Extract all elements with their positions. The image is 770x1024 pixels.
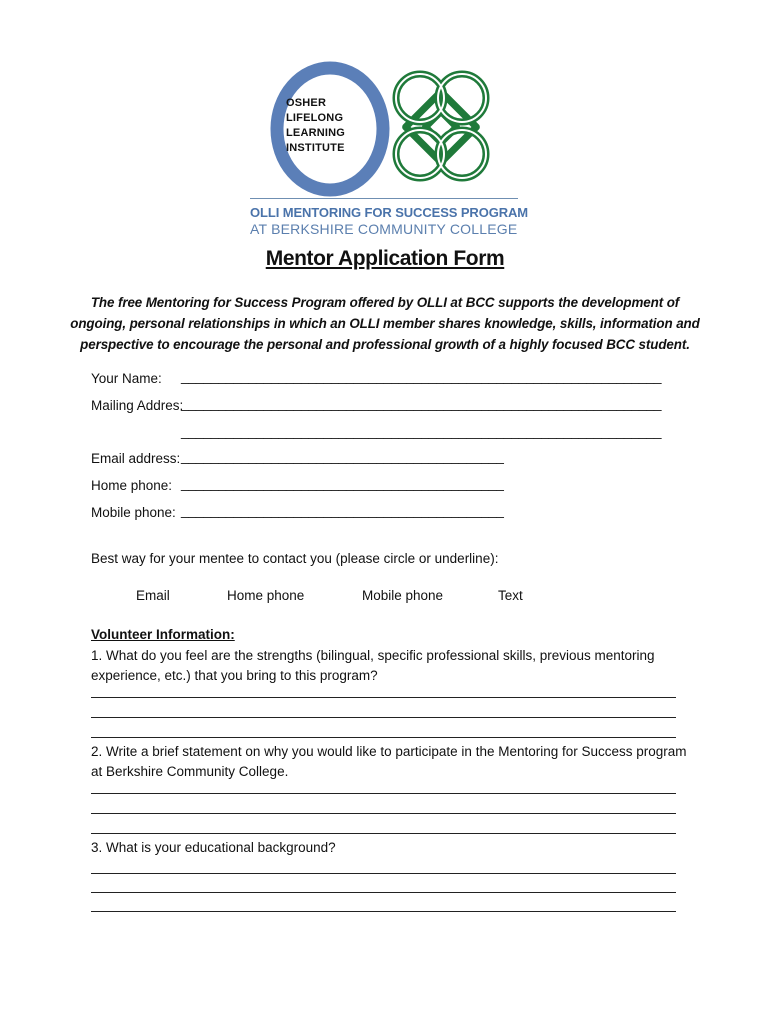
email-label: Email address: [91, 451, 181, 466]
answer-3-line-1[interactable] [91, 873, 676, 874]
answer-3-line-2[interactable] [91, 892, 676, 893]
mobile-phone-field[interactable]: ___________________________________________ [181, 503, 504, 518]
address-field-line-2[interactable]: ________________________________________________________________ [181, 424, 662, 439]
logo-line-lifelong: LIFELONG [286, 112, 344, 124]
address-field-line-1[interactable]: ________________________________________________________________ [181, 396, 662, 411]
name-field[interactable]: ________________________________________________________________ [181, 369, 662, 384]
email-field[interactable]: ___________________________________________ [181, 449, 504, 464]
address-label: Mailing Addres: [91, 398, 184, 413]
question-2: 2. Write a brief statement on why you would like to participate in the Mentoring for Success program at Berkshire Community College. [91, 744, 687, 779]
celtic-knot-icon [396, 74, 486, 178]
intro-paragraph: The free Mentoring for Success Program offered by OLLI at BCC supports the development of ongoing, personal relationships in which an OLLI member shares knowledge, skills, information and perspective to encourage the personal and professional growth of a highly focused BCC student. [70, 295, 700, 352]
contact-option-text[interactable]: Text [498, 588, 523, 603]
program-name: OLLI MENTORING FOR SUCCESS PROGRAM [250, 205, 529, 220]
college-name: AT BERKSHIRE COMMUNITY COLLEGE [250, 221, 518, 237]
logo-divider [250, 198, 518, 199]
olli-logo [248, 62, 529, 242]
answer-3-line-3[interactable] [91, 911, 676, 912]
logo-line-osher: OSHER [286, 97, 327, 109]
question-1: 1. What do you feel are the strengths (bilingual, specific professional skills, previous mentoring experience, etc.) that you bring to this program? [91, 648, 655, 683]
contact-option-email[interactable]: Email [136, 588, 170, 603]
contact-option-home-phone[interactable]: Home phone [227, 588, 305, 603]
contact-preference-prompt: Best way for your mentee to contact you (please circle or underline): [91, 551, 499, 566]
answer-1-line-2[interactable] [91, 717, 676, 718]
home-phone-label: Home phone: [91, 478, 173, 493]
answer-2-line-1[interactable] [91, 793, 676, 794]
question-3: 3. What is your educational background? [91, 840, 336, 855]
olli-logo-text [286, 96, 345, 156]
page-title: Mentor Application Form [265, 247, 505, 270]
answer-2-line-3[interactable] [91, 833, 676, 834]
mobile-phone-label: Mobile phone: [91, 505, 176, 520]
answer-1-line-3[interactable] [91, 737, 676, 738]
contact-option-mobile-phone[interactable]: Mobile phone [362, 588, 444, 603]
answer-1-line-1[interactable] [91, 697, 676, 698]
logo-line-institute: INSTITUTE [286, 142, 345, 154]
name-label: Your Name: [91, 371, 162, 386]
volunteer-info-heading: Volunteer Information: [91, 627, 235, 642]
logo-line-learning: LEARNING [286, 127, 346, 139]
home-phone-field[interactable]: ___________________________________________ [181, 476, 504, 491]
answer-2-line-2[interactable] [91, 813, 676, 814]
